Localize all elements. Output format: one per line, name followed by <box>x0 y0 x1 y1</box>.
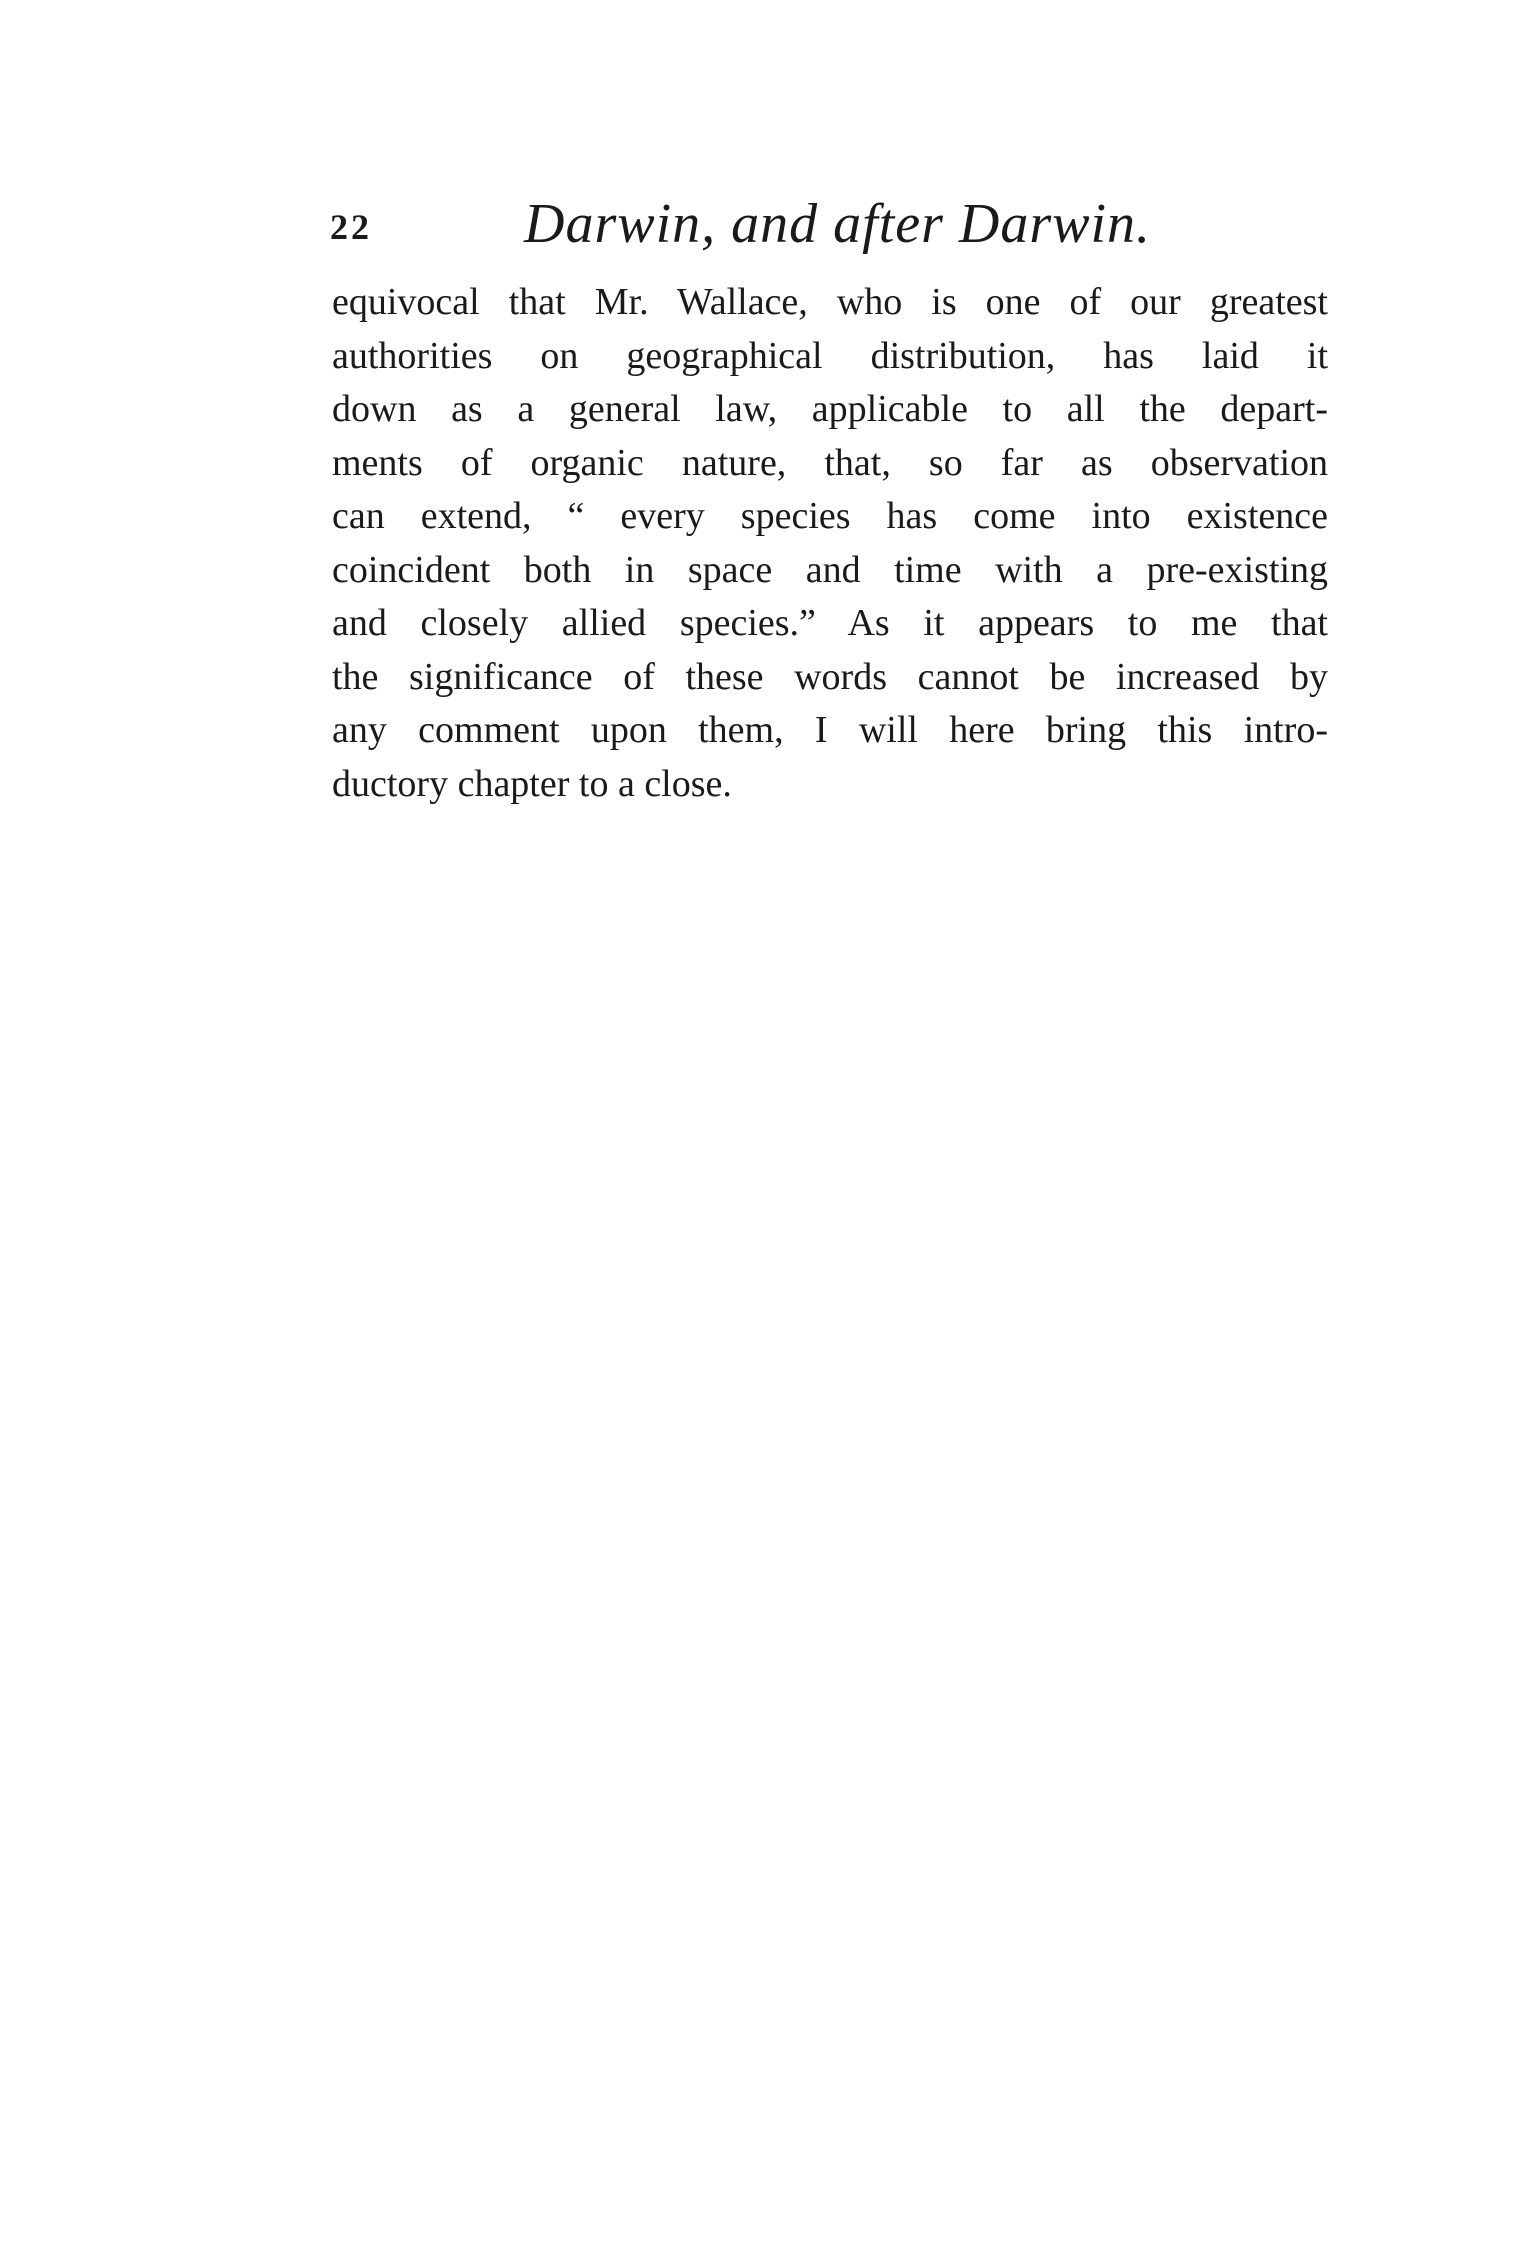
text-line: ductory chapter to a close. <box>332 762 732 805</box>
body-paragraph <box>332 276 1328 811</box>
text-line: can extend, “ every species has come into existence <box>332 495 1328 537</box>
text-line: the significance of these words cannot be increased by <box>332 655 1328 698</box>
text-line: any comment upon them, I will here bring this intro- <box>332 709 1328 751</box>
text-line: authorities on geographical distribution, has laid it <box>332 334 1328 377</box>
text-line: and closely allied species.” As it appears to me that <box>332 602 1328 644</box>
text-line: ments of organic nature, that, so far as observation <box>332 441 1328 484</box>
page-number: 22 <box>330 207 372 247</box>
text-line: coincident both in space and time with a pre-existing <box>332 548 1328 591</box>
running-title: Darwin, and after Darwin. <box>524 193 1152 255</box>
text-line: down as a general law, applicable to all the depart- <box>332 388 1328 430</box>
page-header <box>330 192 1330 262</box>
text-line: equivocal that Mr. Wallace, who is one of our greatest <box>332 281 1328 323</box>
